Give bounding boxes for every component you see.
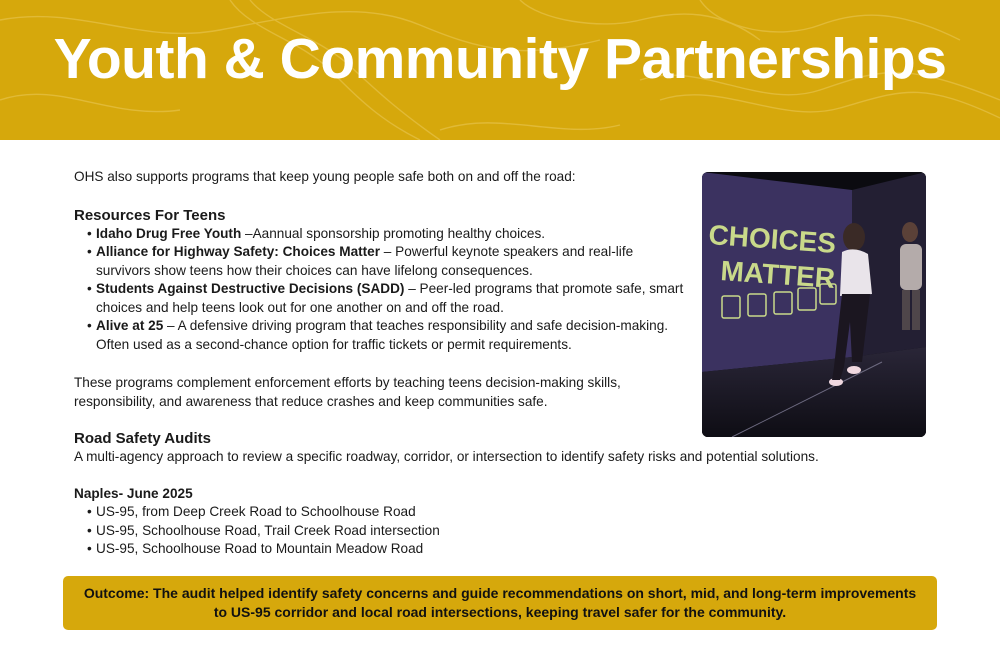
audit-locations-list bbox=[74, 503, 934, 559]
photo-illustration bbox=[702, 172, 926, 437]
list-item bbox=[74, 317, 684, 354]
list-item: • US-95, Schoolhouse Road, Trail Creek Road intersection bbox=[74, 522, 934, 541]
list-item bbox=[74, 243, 684, 280]
program-desc: – A defensive driving program that teaches responsibility and safe decision-making. Often used as a second-chance option for traffic tickets or permit requirements. bbox=[96, 318, 669, 352]
program-name: Students Against Destructive Decisions (SADD) bbox=[96, 281, 405, 296]
wall-text-matter: MATTER bbox=[719, 255, 837, 294]
teens-list bbox=[74, 225, 684, 355]
summary-text: These programs complement enforcement efforts by teaching teens decision-making skills, responsibility, and awareness that reduce crashes and keep communities safe. bbox=[74, 375, 621, 409]
intro-text: OHS also supports programs that keep young people safe both on and off the road: bbox=[74, 169, 576, 184]
list-item bbox=[74, 280, 684, 317]
header-banner bbox=[0, 0, 1000, 140]
naples-heading: Naples- June 2025 bbox=[74, 485, 193, 501]
list-item: • US-95, from Deep Creek Road to Schoolhouse Road bbox=[74, 503, 934, 522]
wall-text-choices: CHOICES bbox=[707, 219, 838, 259]
rsa-description: A multi-agency approach to review a specific roadway, corridor, or intersection to identify safety risks and potential solutions. bbox=[74, 449, 819, 464]
program-name: Idaho Drug Free Youth bbox=[96, 225, 242, 241]
page-title: Youth & Community Partnerships bbox=[53, 27, 947, 91]
choices-matter-photo bbox=[702, 172, 926, 437]
program-desc: – Peer-led programs that promote safe, smart choices and help teens look out for one another on and off the road. bbox=[96, 281, 684, 315]
outcome-callout: Outcome: The audit helped identify safety concerns and guide recommendations on short, mid, and long-term improvements to US-95 corridor and local road intersections, keeping travel safer for the community. bbox=[63, 576, 937, 630]
teens-heading: Resources For Teens bbox=[74, 206, 226, 224]
program-name: Alive at 25 bbox=[96, 318, 164, 333]
list-item: • US-95, Schoolhouse Road to Mountain Meadow Road bbox=[74, 540, 934, 559]
program-desc: – Powerful keynote speakers and real-life survivors show teens how their choices can have lifelong consequences. bbox=[96, 244, 634, 278]
program-name: Alliance for Highway Safety: Choices Matter bbox=[96, 244, 381, 259]
road-safety-audits-section bbox=[74, 430, 934, 559]
list-item bbox=[74, 225, 684, 244]
rsa-heading: Road Safety Audits bbox=[74, 430, 211, 447]
program-desc: –Aannual sponsorship promoting healthy choices. bbox=[241, 225, 546, 241]
